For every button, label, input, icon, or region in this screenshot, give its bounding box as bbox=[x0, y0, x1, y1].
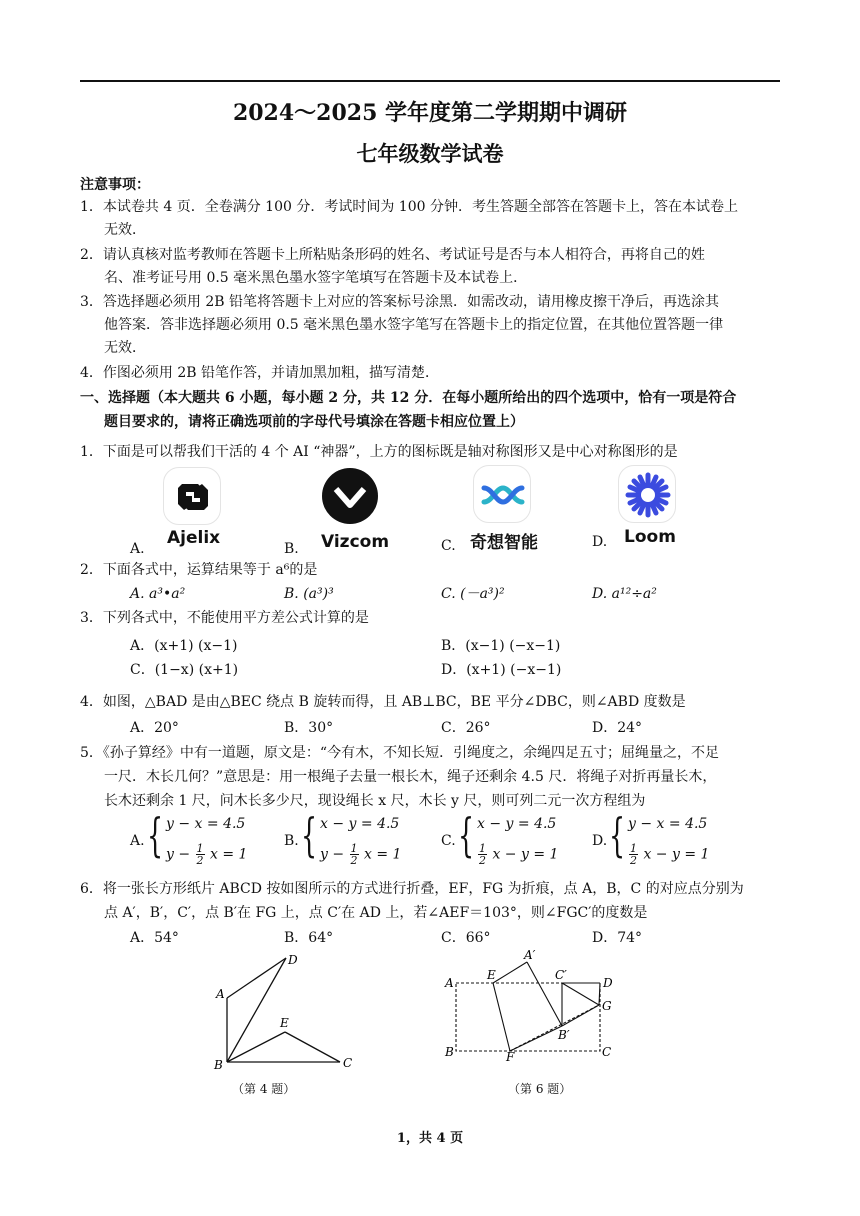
notice-heading: 注意事项： bbox=[80, 177, 150, 193]
page-number: 1，共 4 页 bbox=[396, 1131, 464, 1146]
fig6-segment-bg bbox=[562, 1005, 599, 1026]
question-5-line-1: 5．《孙子算经》中有一道题，原文是：“今有木，不知长短．引绳度之，余绳四足五寸；屈绳量之，不足 bbox=[80, 745, 720, 761]
q4-option-c: C．26° bbox=[441, 720, 491, 736]
notice-item-2-line-1: 2．请认真核对监考教师在答题卡上所粘贴条形码的姓名、考试证号是否与本人相符合，再将自己的姓 bbox=[80, 247, 705, 263]
fig4-label-c: C bbox=[343, 1056, 353, 1070]
notice-item-1-line-1: 1．本试卷共 4 页．全卷满分 100 分．考试时间为 100 分钟．考生答题全部答在答题卡上，答在本试卷上 bbox=[80, 199, 738, 215]
q2-option-d: D. a¹²÷a² bbox=[592, 586, 657, 602]
q3-option-c: C．(1−x) (x+1) bbox=[130, 662, 239, 678]
q5-option-d-eq2: $\frac{1}{2}$ x − y = 1 bbox=[630, 842, 710, 867]
fig6-label-a-prime: A′ bbox=[524, 948, 536, 962]
fig6-label-a: A bbox=[445, 976, 454, 990]
question-6-line-2: 点 A′，B′，C′，点 B′在 FG 上，点 C′在 AD 上，若∠AEF＝103°，则∠FGC′的度数是 bbox=[104, 905, 648, 921]
q4-option-a: A．20° bbox=[130, 720, 179, 736]
exam-subtitle: 七年级数学试卷 bbox=[356, 141, 504, 166]
question-5-line-2: 一尺．木长几何？”意思是：用一根绳子去量一根长木，绳子还剩余 4.5 尺．将绳子对折再量长木， bbox=[104, 769, 717, 785]
q2-option-c: C. (－a³)² bbox=[441, 586, 505, 602]
fig4-label-e: E bbox=[280, 1016, 289, 1030]
question-1-text: 1．下面是可以帮我们干活的 4 个 AI “神器”，上方的图标既是轴对称图形又是中心对称图形的是 bbox=[80, 444, 678, 460]
q1-option-b-letter: B. bbox=[284, 541, 299, 557]
q5-option-b-letter: B. bbox=[284, 833, 299, 849]
q6-option-b: B．64° bbox=[284, 930, 334, 946]
fig6-crease-ef bbox=[493, 983, 510, 1051]
vizcom-logo-icon bbox=[321, 467, 379, 525]
question-4-text: 4．如图，△BAD 是由△BEC 绕点 B 旋转而得，且 AB⊥BC，BE 平分∠DBC，则∠ABD 度数是 bbox=[80, 694, 686, 710]
q4-option-b: B．30° bbox=[284, 720, 334, 736]
ajelix-logo-icon bbox=[163, 467, 221, 525]
fraction: $\frac{1}{2}$ bbox=[350, 842, 358, 867]
fig6-label-f: F bbox=[506, 1050, 515, 1061]
fig4-label-a: A bbox=[216, 987, 225, 1001]
q3-option-b: B．(x−1) (−x−1) bbox=[441, 638, 561, 654]
qixiang-logo-icon bbox=[473, 465, 531, 523]
q3-option-d: D．(x+1) (−x−1) bbox=[441, 662, 562, 678]
q2-option-a: A. a³•a² bbox=[130, 586, 186, 602]
notice-item-3-line-3: 无效． bbox=[104, 340, 146, 356]
fig6-label-c: C bbox=[602, 1045, 612, 1059]
fig4-label-b: B bbox=[214, 1058, 223, 1072]
fraction: $\frac{1}{2}$ bbox=[630, 842, 637, 867]
notice-item-4: 4．作图必须用 2B 铅笔作答，并请加黑加粗，描写清楚． bbox=[80, 365, 440, 381]
loom-logo-icon bbox=[618, 465, 676, 523]
fig4-segment-ec bbox=[285, 1032, 340, 1062]
question-5-line-3: 长木还剩余 1 尺，问木长多少尺，现设绳长 x 尺，木长 y 尺，则可列二元一次方程组为 bbox=[104, 793, 646, 809]
q6-option-a: A．54° bbox=[130, 930, 179, 946]
figure-6-caption: （第 6 题） bbox=[508, 1082, 572, 1096]
q6-option-d: D．74° bbox=[592, 930, 643, 946]
figure-4-caption: （第 4 题） bbox=[232, 1082, 296, 1096]
fig6-segment-cg bbox=[562, 983, 599, 1005]
fig6-segment-ea bbox=[493, 962, 527, 983]
q5-option-b-eq2: y − $\frac{1}{2}$ x = 1 bbox=[320, 842, 402, 867]
q5-option-a-eq1: y − x = 4.5 bbox=[166, 816, 246, 832]
q1-option-c-letter: C. bbox=[441, 538, 456, 554]
fig6-label-b: B bbox=[445, 1045, 454, 1059]
q5-option-c-brace: { bbox=[458, 808, 475, 862]
q5-option-b-eq1: x − y = 4.5 bbox=[320, 816, 400, 832]
question-2-text: 2．下面各式中，运算结果等于 a⁶的是 bbox=[80, 562, 318, 578]
q5-option-d-eq1: y − x = 4.5 bbox=[628, 816, 708, 832]
q5-option-d-brace: { bbox=[609, 808, 626, 862]
q5-option-a-eq2: y − $\frac{1}{2}$ x = 1 bbox=[166, 842, 248, 867]
figure-4-diagram bbox=[200, 950, 370, 1075]
q1-option-a-name: Ajelix bbox=[167, 528, 221, 548]
exam-title: 2024～2025 学年度第二学期期中调研 bbox=[232, 100, 628, 126]
q6-option-c: C．66° bbox=[441, 930, 491, 946]
q5-option-d-letter: D. bbox=[592, 833, 608, 849]
fig6-label-c-prime: C′ bbox=[555, 968, 567, 982]
notice-item-2-line-2: 名、准考证号用 0.5 毫米黑色墨水签字笔填写在答题卡及本试卷上． bbox=[104, 270, 528, 286]
fig4-segment-ad bbox=[227, 958, 286, 998]
fig6-label-b-prime: B′ bbox=[558, 1028, 570, 1042]
header-rule bbox=[80, 80, 780, 82]
q5-option-c-letter: C. bbox=[441, 833, 456, 849]
notice-item-1-line-2: 无效． bbox=[104, 222, 146, 238]
q5-option-b-brace: { bbox=[301, 808, 318, 862]
q1-option-c-name: 奇想智能 bbox=[470, 533, 538, 553]
q1-option-d-letter: D. bbox=[592, 534, 608, 550]
fraction: $\frac{1}{2}$ bbox=[196, 842, 204, 867]
q1-option-b-name: Vizcom bbox=[321, 532, 390, 552]
q4-option-d: D．24° bbox=[592, 720, 643, 736]
q2-option-b: B. (a³)³ bbox=[284, 586, 334, 602]
section-1-heading-line-2: 题目要求的，请将正确选项前的字母代号填涂在答题卡相应位置上） bbox=[104, 414, 524, 430]
q1-option-a-letter: A. bbox=[130, 541, 145, 557]
notice-item-3-line-2: 他答案．答非选择题必须用 0.5 毫米黑色墨水签字笔写在答题卡上的指定位置，在其他位置答题一律 bbox=[104, 317, 724, 333]
notice-item-3-line-1: 3．答选择题必须用 2B 铅笔将答题卡上对应的答案标号涂黑．如需改动，请用橡皮擦干净后，再选涂其 bbox=[80, 294, 720, 310]
fig6-segment-fb bbox=[510, 1026, 562, 1051]
q3-option-a: A．(x+1) (x−1) bbox=[130, 638, 238, 654]
fig4-label-d: D bbox=[288, 953, 298, 967]
section-1-heading-line-1: 一、选择题（本大题共 6 小题，每小题 2 分，共 12 分．在每小题所给出的四个选项中，恰有一项是符合 bbox=[80, 390, 737, 406]
fig6-label-g: G bbox=[602, 999, 612, 1013]
q5-option-c-eq1: x − y = 4.5 bbox=[477, 816, 557, 832]
fraction: $\frac{1}{2}$ bbox=[479, 842, 486, 867]
fig6-label-e: E bbox=[487, 968, 496, 982]
fig6-label-d: D bbox=[603, 976, 613, 990]
question-6-line-1: 6．将一张长方形纸片 ABCD 按如图所示的方式进行折叠，EF，FG 为折痕，点 A，B，C 的对应点分别为 bbox=[80, 881, 744, 897]
q1-option-d-name: Loom bbox=[624, 527, 676, 547]
q5-option-a-brace: { bbox=[147, 808, 164, 862]
q5-option-a-letter: A. bbox=[130, 833, 145, 849]
question-3-text: 3．下列各式中，不能使用平方差公式计算的是 bbox=[80, 610, 369, 626]
q5-option-c-eq2: $\frac{1}{2}$ x − y = 1 bbox=[479, 842, 559, 867]
figure-6-diagram bbox=[440, 946, 620, 1061]
